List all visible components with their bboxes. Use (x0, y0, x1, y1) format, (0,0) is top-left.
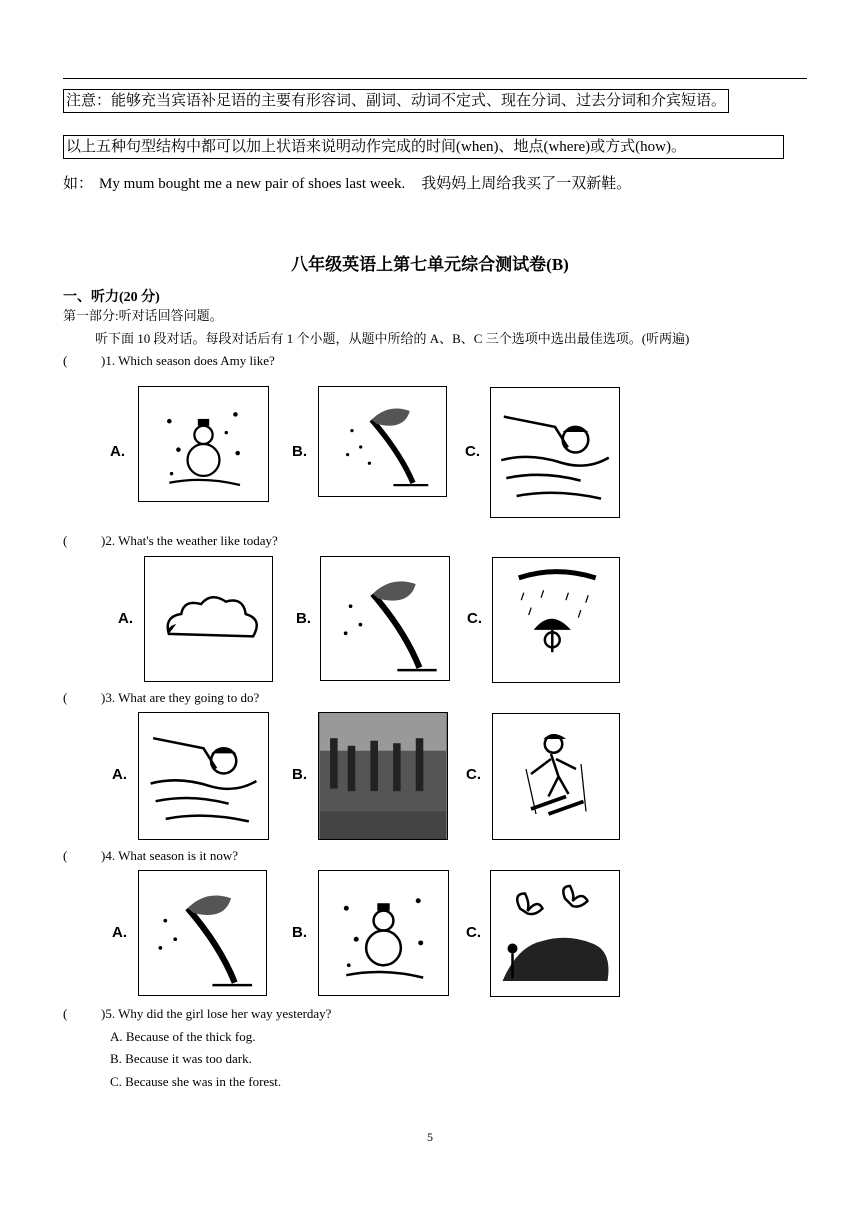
question-text: 3. What are they going to do? (105, 690, 260, 705)
swimmer-icon (138, 712, 269, 840)
windy-tree-icon (138, 870, 267, 996)
option-label-a: A. (112, 766, 127, 783)
answer-paren-open: ( (63, 1006, 68, 1021)
question-text: 5. Why did the girl lose her way yesterday? (105, 1006, 332, 1021)
cloud-icon (144, 556, 273, 682)
butterflies-flowers-icon (490, 870, 620, 997)
example-english: My mum bought me a new pair of shoes last week. (99, 176, 406, 192)
answer-paren-close: ) (101, 533, 106, 548)
option-label-b: B. (296, 610, 311, 627)
choice-c: C. Because she was in the forest. (110, 1074, 282, 1089)
question-4 (63, 848, 238, 864)
question-3 (63, 690, 259, 706)
option-label-b: B. (292, 766, 307, 783)
windy-tree-icon (318, 386, 447, 497)
instructions: 听下面 10 段对话。每段对话后有 1 个小题，从题中所给的 A、B、C 三个选项中选出最佳选项。(听两遍) (95, 331, 690, 346)
answer-paren-close: ) (101, 848, 106, 863)
question-1 (63, 353, 275, 369)
answer-paren-open: ( (63, 353, 68, 368)
answer-paren-open: ( (63, 848, 68, 863)
question-5 (63, 1006, 331, 1022)
page-number: 5 (427, 1130, 433, 1144)
question-text: 4. What season is it now? (105, 848, 238, 863)
part-heading: 第一部分:听对话回答问题。 (63, 308, 223, 323)
snowman-icon (318, 870, 449, 996)
question-text: 2. What's the weather like today? (105, 533, 278, 548)
section-heading: 一、听力(20 分) (63, 290, 160, 305)
example-line (63, 174, 631, 194)
choice-b: B. Because it was too dark. (110, 1051, 252, 1066)
option-label-a: A. (112, 924, 127, 941)
answer-paren-close: ) (101, 1006, 106, 1021)
test-title: 八年级英语上第七单元综合测试卷(B) (291, 255, 569, 274)
rain-umbrella-icon (492, 557, 620, 683)
crowd-photo-icon (318, 712, 448, 840)
question-text: 1. Which season does Amy like? (105, 353, 275, 368)
choice-a: A. Because of the thick fog. (110, 1029, 256, 1044)
windy-tree-icon (320, 556, 450, 681)
option-label-c: C. (466, 924, 481, 941)
skier-icon (492, 713, 620, 840)
option-label-b: B. (292, 924, 307, 941)
option-label-c: C. (466, 766, 481, 783)
swimmer-icon (490, 387, 620, 518)
note-box-1: 注意：能够充当宾语补足语的主要有形容词、副词、动词不定式、现在分词、过去分词和介宾短语。 (63, 89, 729, 113)
answer-paren-open: ( (63, 533, 68, 548)
question-2 (63, 533, 278, 549)
answer-paren-close: ) (101, 690, 106, 705)
answer-paren-open: ( (63, 690, 68, 705)
answer-paren-close: ) (101, 353, 106, 368)
top-rule (63, 78, 807, 79)
note-box-2: 以上五种句型结构中都可以加上状语来说明动作完成的时间(when)、地点(where)或方式(how)。 (63, 135, 784, 159)
snowman-icon (138, 386, 269, 502)
example-prefix: 如： (63, 176, 94, 192)
example-chinese: 我妈妈上周给我买了一双新鞋。 (421, 176, 632, 192)
option-label-a: A. (110, 443, 125, 460)
option-label-c: C. (465, 443, 480, 460)
option-label-c: C. (467, 610, 482, 627)
option-label-b: B. (292, 443, 307, 460)
option-label-a: A. (118, 610, 133, 627)
